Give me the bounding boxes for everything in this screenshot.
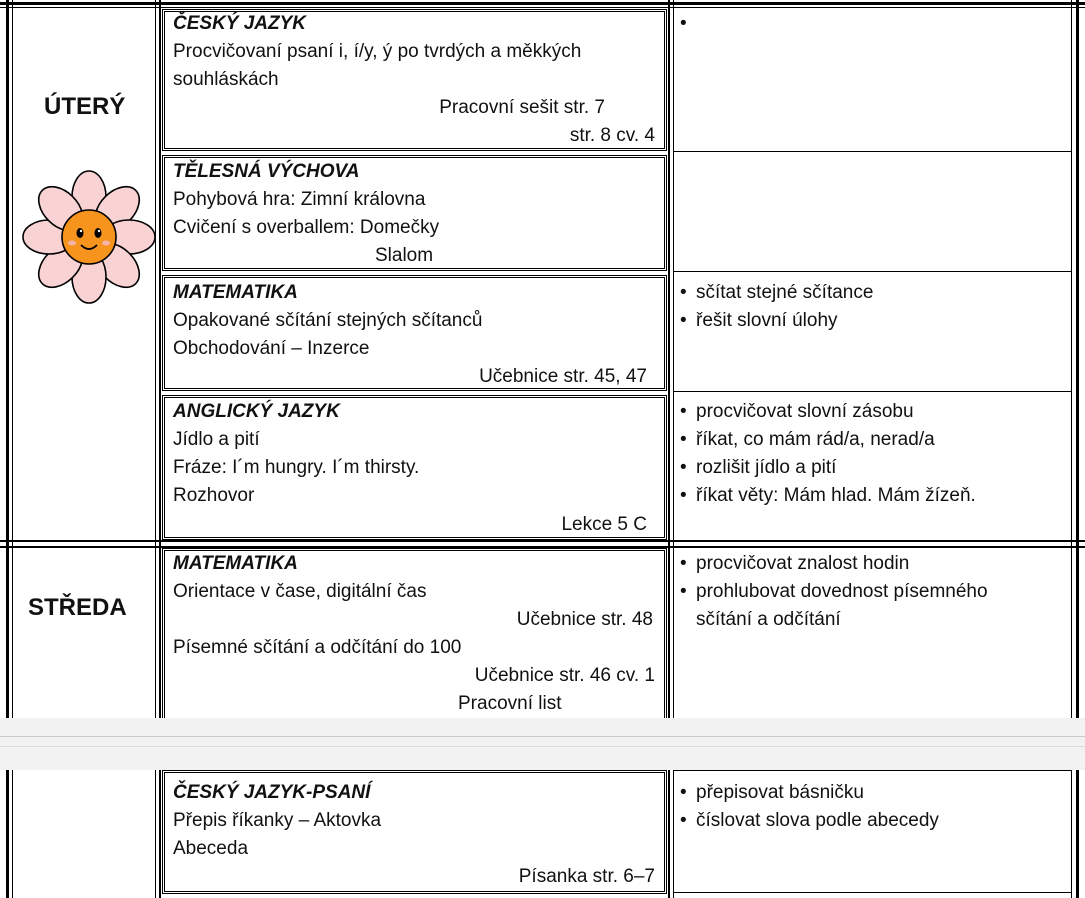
day-column-divider [155,770,156,898]
top-border [0,2,1085,5]
top-border-inner [0,7,1085,8]
lesson-reference: Písanka str. 6–7 [518,866,655,887]
lesson-topic: Procvičovaní psaní i, í/y, ý po tvrdých a měkkých [173,41,582,62]
lesson-reference: Lekce 5 C [561,514,647,535]
goals-row-line [674,151,1072,152]
subject-writing: ČESKÝ JAZYK-PSANÍ [173,782,371,803]
goal-continuation: sčítání a odčítání [696,609,841,630]
left-border-inner [12,0,13,718]
subject-english: ANGLICKÝ JAZYK [173,401,340,422]
goal-item: • prohlubovat dovednost písemného [678,578,988,606]
lesson-topic: souhláskách [173,69,279,90]
day-separator [0,540,1085,542]
right-border [1076,0,1079,718]
goals-row-line [674,271,1072,272]
goals-row-line [674,892,1072,893]
day-label-wednesday: STŘEDA [28,594,127,621]
lesson-reference: Pracovní sešit str. 7 [439,97,605,118]
right-border-inner [1071,0,1072,718]
goals-row-line [674,770,1072,771]
left-border [6,0,9,718]
goal-item: • říkat, co mám rád/a, nerad/a [678,426,976,454]
goals-column-divider [668,770,670,898]
day-column-divider-2 [159,770,161,898]
day-column-divider-2 [159,0,161,718]
subject-pe: TĚLESNÁ VÝCHOVA [173,161,360,182]
subject-math: MATEMATIKA [173,282,298,303]
lesson-topic: Orientace v čase, digitální čas [173,581,427,602]
goals-row-line [674,391,1072,392]
lesson-reference: str. 8 cv. 4 [569,125,655,146]
lesson-topic: Fráze: I´m hungry. I´m thirsty. [173,457,420,478]
lesson-topic: Přepis říkanky – Aktovka [173,810,382,831]
lesson-topic: Cvičení s overballem: Domečky [173,217,440,238]
goal-item: • procvičovat znalost hodin [678,550,988,578]
day-column-divider [155,0,156,718]
document-page-2 [0,770,1085,898]
goals-list-wed-math [678,550,988,606]
lesson-topic: Jídlo a pití [173,429,260,450]
goals-column-divider-2 [673,770,674,898]
page-break [0,718,1085,770]
left-border [6,770,9,898]
lesson-reference: Učebnice str. 46 cv. 1 [474,665,655,686]
goal-item: • procvičovat slovní zásobu [678,398,976,426]
lesson-topic: Opakované sčítání stejných sčítanců [173,310,483,331]
goal-item: • číslovat slova podle abecedy [678,807,939,835]
goal-item: • rozlišit jídlo a pití [678,454,976,482]
subject-wed-math: MATEMATIKA [173,553,298,574]
lesson-topic: Abeceda [173,838,249,859]
goals-list-english [678,398,976,510]
goal-item: • přepisovat básničku [678,779,939,807]
page-edge [0,736,1085,737]
goals-column-divider [668,0,670,718]
goal-item: • říkat věty: Mám hlad. Mám žízeň. [678,482,976,510]
lesson-topic: Obchodování – Inzerce [173,338,370,359]
goal-item: • řešit slovní úlohy [678,307,873,335]
goal-item: • sčítat stejné sčítance [678,279,873,307]
goals-list-math [678,279,873,335]
goals-column-divider-2 [673,0,674,718]
right-border-inner [1071,770,1072,898]
flower-icon [22,170,156,304]
day-label-tuesday: ÚTERÝ [44,93,126,120]
subject-czech: ČESKÝ JAZYK [173,13,307,34]
page-edge [0,746,1085,747]
lesson-topic: Pohybová hra: Zimní královna [173,189,426,210]
right-border [1076,770,1079,898]
lesson-reference: Učebnice str. 48 [516,609,653,630]
lesson-reference: Pracovní list [458,693,562,714]
goals-list-writing [678,779,939,835]
lesson-topic: Rozhovor [173,485,255,506]
lesson-reference: Učebnice str. 45, 47 [479,366,647,387]
lesson-topic: Písemné sčítání a odčítání do 100 [173,637,462,658]
lesson-topic: Slalom [375,245,434,266]
left-border-inner [12,770,13,898]
